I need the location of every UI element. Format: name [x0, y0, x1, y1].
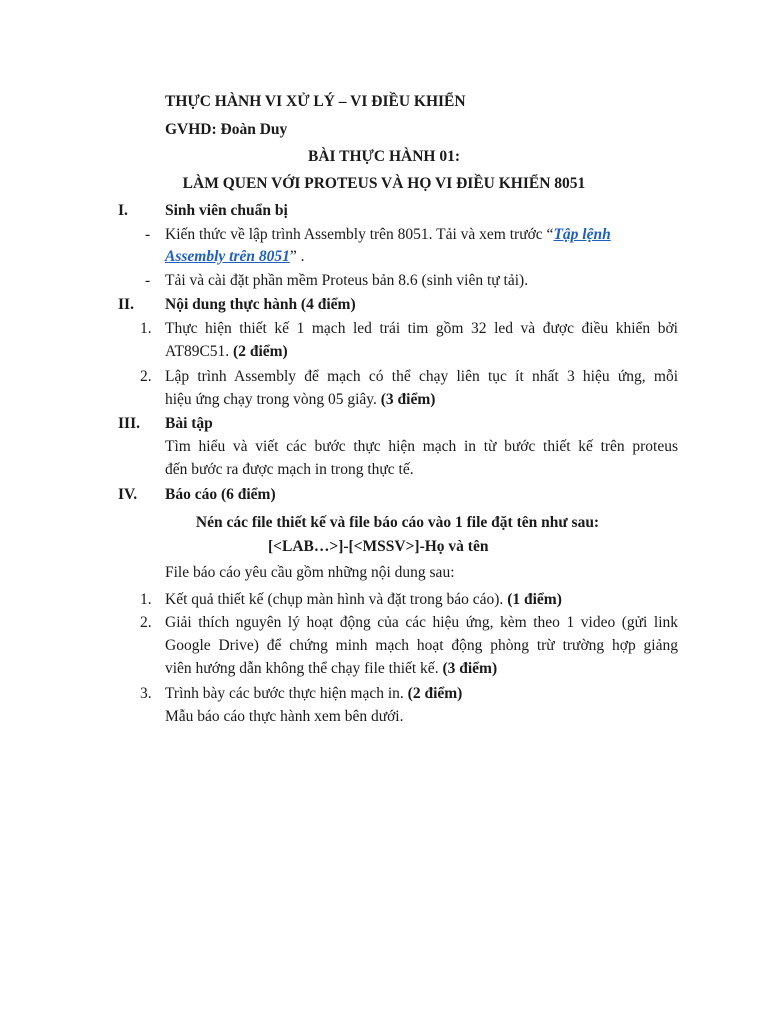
report-item-2-line-2: Google Drive) để chứng minh mạch hoạt động phòng trừ trường hợp giảng [165, 637, 678, 654]
prep-item-1-line-1 [165, 225, 611, 245]
instruction-set-link-continued[interactable]: Assembly trên 8051 [165, 248, 290, 265]
task-2-line-1: Lập trình Assembly để mạch có thể chạy liên tục ít nhất 3 hiệu ứng, mỗi [165, 368, 678, 385]
lab-title: LÀM QUEN VỚI PROTEUS VÀ HỌ VI ĐIỀU KHIỂN 8051 [182, 175, 586, 192]
task-1-text: AT89C51. [165, 343, 234, 360]
section-3-title: Bài tập [165, 415, 213, 432]
task-1-score: (2 điểm) [233, 343, 288, 360]
report-item-2-number: 2. [140, 614, 152, 631]
report-template-note: Mẫu báo cáo thực hành xem bên dưới. [165, 708, 404, 725]
report-item-1 [165, 590, 562, 610]
report-item-1-text: Kết quả thiết kế (chụp màn hình và đặt trong báo cáo). [165, 591, 508, 608]
prep-item-1-suffix: ” . [289, 248, 305, 265]
report-item-2-line-3 [165, 659, 497, 679]
section-1-title: Sinh viên chuẩn bị [165, 202, 288, 219]
task-1-line-1: Thực hiện thiết kế 1 mạch led trái tim gồm 32 led và được điều khiển bởi [165, 320, 678, 337]
report-item-3-score: (2 điểm) [407, 685, 463, 702]
instructor: GVHD: Đoàn Duy [165, 121, 288, 138]
report-item-2-line-1: Giải thích nguyên lý hoạt động của các hiệu ứng, kèm theo 1 video (gửi link [165, 614, 678, 631]
report-item-2-score: (3 điểm) [442, 660, 498, 677]
task-2-score: (3 điểm) [380, 391, 436, 408]
task-2-number: 2. [140, 368, 152, 385]
report-intro: File báo cáo yêu cầu gồm những nội dung sau: [165, 564, 455, 581]
task-2-line-2 [165, 390, 435, 410]
report-item-3-number: 3. [140, 685, 152, 702]
zip-instruction: Nén các file thiết kế và file báo cáo vào 1 file đặt tên như sau: [195, 514, 600, 531]
bullet: - [145, 226, 151, 243]
section-4-title: Báo cáo (6 điểm) [165, 486, 276, 503]
prep-item-1-text: Kiến thức về lập trình Assembly trên 8051. Tải và xem trước “ [165, 226, 554, 243]
task-2-text: hiệu ứng chạy trong vòng 05 giây. [165, 391, 381, 408]
report-item-1-number: 1. [140, 591, 152, 608]
filename-format: [<LAB…>]-[<MSSV>]-Họ và tên [268, 538, 489, 555]
report-item-3 [165, 684, 462, 704]
course-title: THỰC HÀNH VI XỬ LÝ – VI ĐIỀU KHIỂN [165, 93, 466, 110]
bullet: - [145, 272, 151, 289]
task-1-number: 1. [140, 320, 152, 337]
report-item-2-text: viên hướng dẫn không thể chạy file thiết kế. [165, 660, 443, 677]
task-1-line-2 [165, 342, 288, 362]
prep-item-2: Tải và cài đặt phần mềm Proteus bản 8.6 (sinh viên tự tải). [165, 272, 529, 289]
lab-number: BÀI THỰC HÀNH 01: [308, 148, 460, 165]
report-item-1-score: (1 điểm) [507, 591, 562, 608]
prep-item-1-line-2 [165, 247, 305, 267]
section-2-title: Nội dung thực hành (4 điểm) [165, 296, 356, 313]
exercise-line-2: đến bước ra được mạch in trong thực tế. [165, 461, 414, 478]
section-4-number: IV. [118, 486, 138, 503]
instruction-set-link[interactable]: Tập lệnh [553, 226, 611, 243]
section-3-number: III. [118, 415, 140, 432]
section-2-number: II. [118, 296, 134, 313]
section-1-number: I. [118, 202, 128, 219]
report-item-3-text: Trình bày các bước thực hiện mạch in. [165, 685, 408, 702]
exercise-line-1: Tìm hiểu và viết các bước thực hiện mạch in từ bước thiết kế trên proteus [165, 438, 678, 455]
